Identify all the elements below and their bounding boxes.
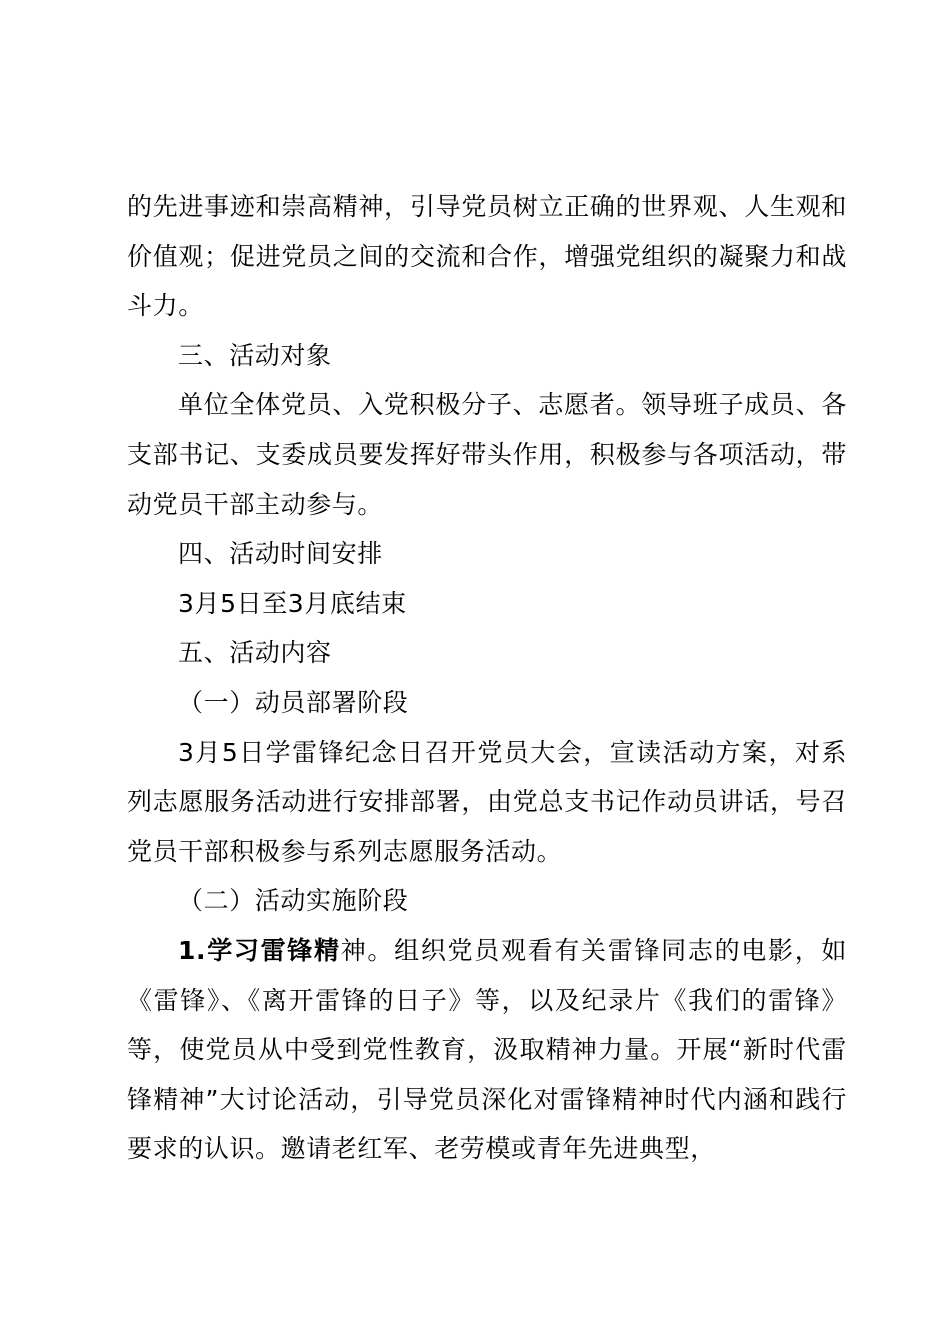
paragraph-activity-targets: 单位全体党员、入党积极分子、志愿者。领导班子成员、各支部书记、支委成员要发挥好带头作用，积极参与各项活动，带动党员干部主动参与。: [127, 390, 847, 519]
heading-activity-targets: 三、活动对象: [178, 340, 332, 370]
item-body: 神。组织党员观看有关雷锋同志的电影，如《雷锋》、《离开雷锋的日子》等，以及纪录片《我们的雷锋》等，使党员从中受到党性教育，汲取精神力量。开展“新时代雷锋精神”大讨论活动，引导党员深化对雷锋精神时代内涵和践行要求的认识。邀请老红军、老劳模或青年先进典型，: [127, 935, 847, 1164]
item-lead-in: 1.学习雷锋精: [178, 935, 341, 965]
paragraph-purpose-continued: 的先进事迹和崇高精神，引导党员树立正确的世界观、人生观和价值观；促进党员之间的交流和合作，增强党组织的凝聚力和战斗力。: [127, 192, 847, 321]
heading-activity-content: 五、活动内容: [178, 638, 332, 668]
paragraph-mobilization-stage: 3月5日学雷锋纪念日召开党员大会，宣读活动方案，对系列志愿服务活动进行安排部署，由党总支书记作动员讲话，号召党员干部积极参与系列志愿服务活动。: [127, 737, 847, 866]
subheading-mobilization-stage: （一）动员部署阶段: [178, 687, 409, 717]
subheading-implementation-stage: （二）活动实施阶段: [178, 886, 409, 916]
paragraph-activity-schedule: 3月5日至3月底结束: [178, 588, 407, 618]
paragraph-learn-leifeng-spirit: [127, 926, 847, 1174]
document-body: [127, 182, 847, 1174]
heading-activity-schedule: 四、活动时间安排: [178, 539, 383, 569]
